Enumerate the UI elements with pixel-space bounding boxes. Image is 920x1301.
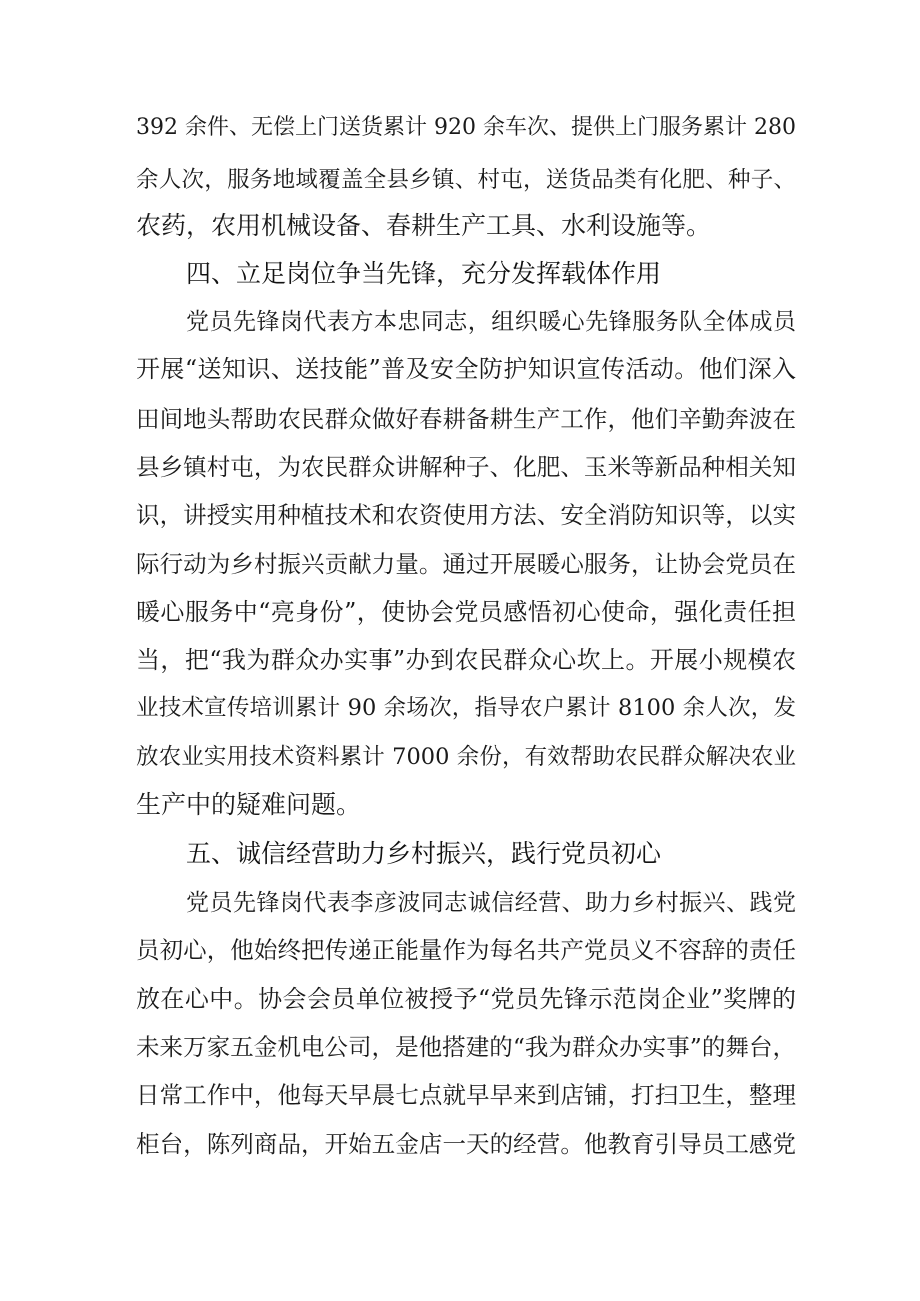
paragraph-line: 党员先锋岗代表李彦波同志诚信经营、助力乡村振兴、践党 [186, 890, 796, 916]
paragraph-line: 当，把“我为群众办实事”办到农民群众心坎上。开展小规模农 [136, 646, 796, 674]
paragraph-line: 开展“送知识、送技能”普及安全防护知识宣传活动。他们深入 [136, 355, 796, 383]
paragraph-line: 未来万家五金机电公司，是他搭建的“我为群众办实事”的舞台， [136, 1033, 796, 1061]
paragraph-line: 党员先锋岗代表方本忠同志，组织暖心先锋服务队全体成员 [186, 309, 796, 335]
paragraph-line: 际行动为乡村振兴贡献力量。通过开展暖心服务，让协会党员在 [136, 550, 796, 578]
paragraph-line: 农药，农用机械设备、春耕生产工具、水利设施等。 [136, 211, 712, 240]
section-heading-5: 五、诚信经营助力乡村振兴，践行党员初心 [186, 839, 662, 868]
paragraph-line: 识，讲授实用种植技术和农资使用方法、安全消防知识等，以实 [136, 501, 796, 529]
paragraph-line: 县乡镇村屯，为农民群众讲解种子、化肥、玉米等新品种相关知 [136, 453, 796, 481]
paragraph-line: 日常工作中，他每天早晨七点就早早来到店铺，打扫卫生，整理 [136, 1081, 796, 1109]
paragraph-line: 放农业实用技术资料累计 7000 余份，有效帮助农民群众解决农业 [136, 744, 796, 770]
paragraph-line: 余人次，服务地域覆盖全县乡镇、村屯，送货品类有化肥、种子、 [136, 167, 796, 193]
paragraph-line: 放在心中。协会会员单位被授予“党员先锋示范岗企业”奖牌的 [136, 985, 796, 1013]
paragraph-line: 柜台，陈列商品，开始五金店一天的经营。他教育引导员工感党 [136, 1130, 796, 1158]
paragraph-line: 员初心，他始终把传递正能量作为每名共产党员义不容辞的责任 [136, 936, 796, 964]
paragraph-line: 暖心服务中“亮身份”，使协会党员感悟初心使命，强化责任担 [136, 598, 796, 626]
section-heading-4: 四、立足岗位争当先锋，充分发挥载体作用 [186, 259, 662, 288]
paragraph-line: 业技术宣传培训累计 90 余场次，指导农户累计 8100 余人次，发 [136, 695, 796, 721]
paragraph-line: 392 余件、无偿上门送货累计 920 余车次、提供上门服务累计 280 [136, 115, 796, 140]
paragraph-line: 田间地头帮助农民群众做好春耕备耕生产工作，他们辛勤奔波在 [136, 405, 796, 433]
paragraph-line: 生产中的疑难问题。 [136, 790, 362, 819]
